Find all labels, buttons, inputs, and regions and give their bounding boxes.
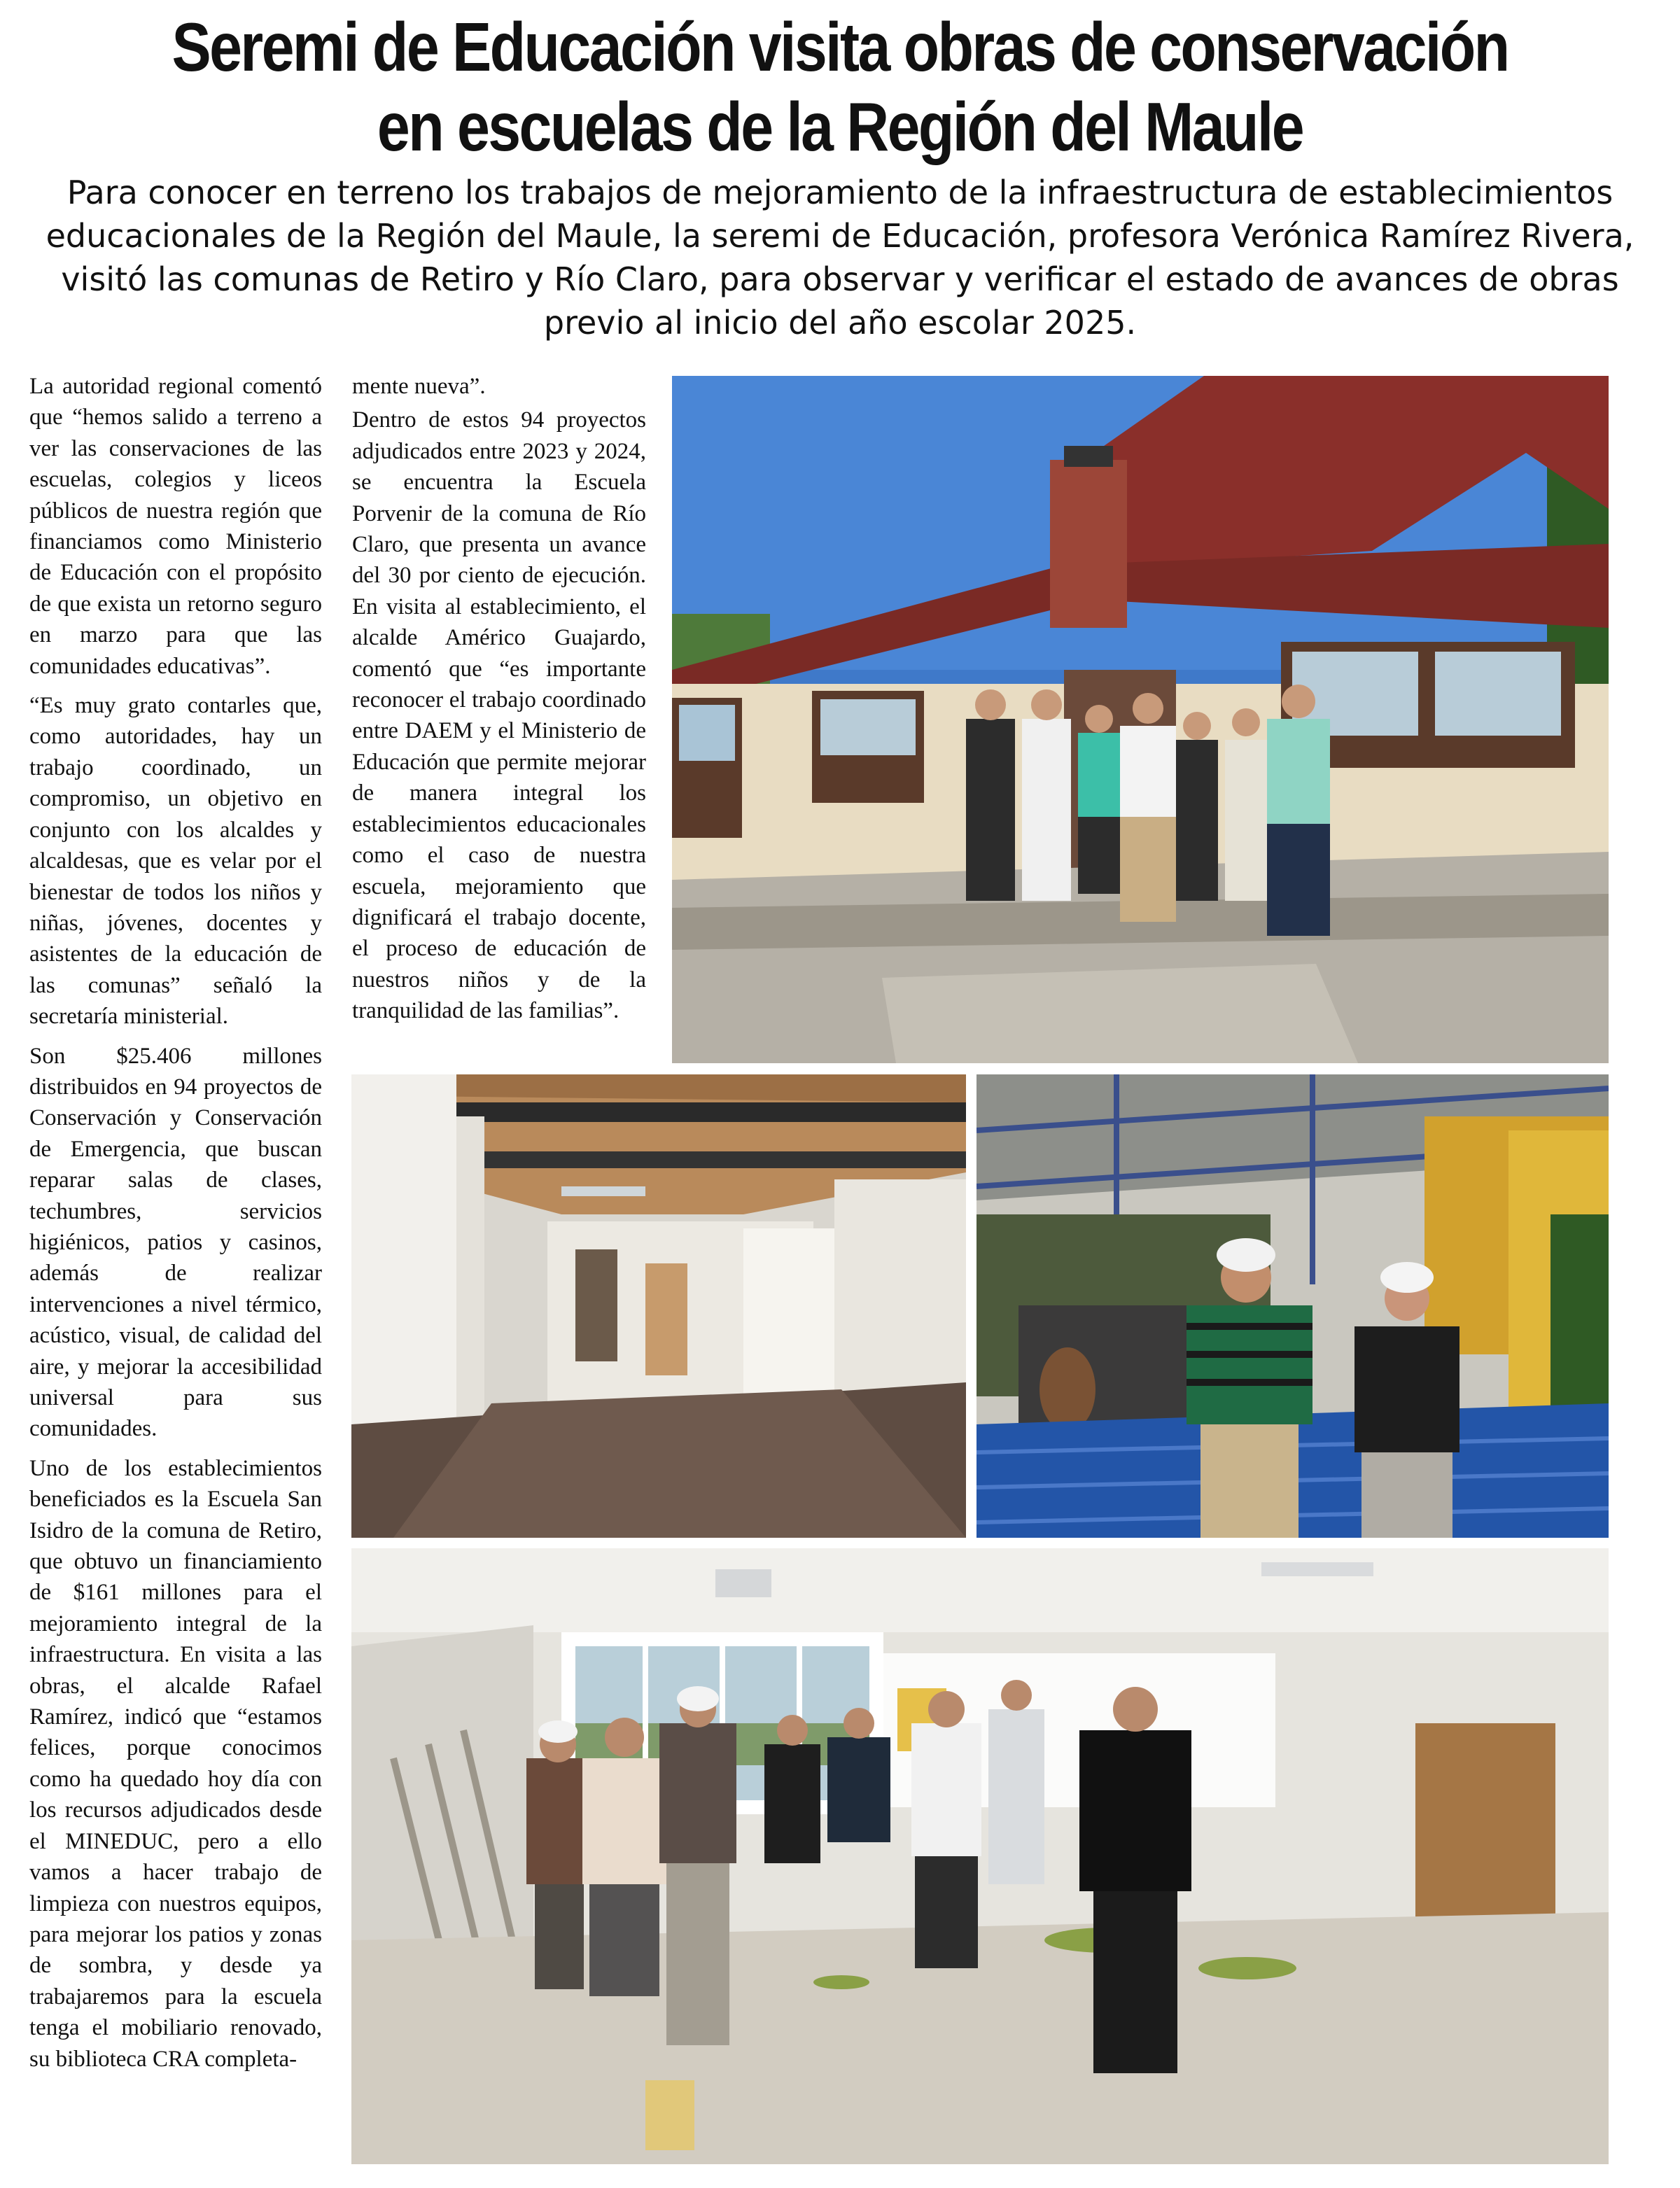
lede-line-1: Para conocer en terreno los trabajos de mejoramiento de la infraestructura de establecimientos	[66, 174, 1614, 211]
photo-school-exterior-group	[672, 376, 1609, 1063]
paragraph-funding: Son $25.406 millones distribuidos en 94 proyectos de Conservación y Conservación de Emergencia, que buscan reparar salas de clases, techumbres, servicios higiénicos, patios y casinos, además de realizar intervenciones a nivel térmico, acústico, visual, de calidad del aire, y mejorar la accesibilidad universal para sus comunidades.	[29, 1043, 322, 1442]
paragraph-coordinated-work: “Es muy grato contarles que, como autoridades, hay un trabajo coordinado, un compromiso, un objetivo en conjunto con los alcaldes y alcaldesas, que es velar por el bienestar de todos los niños y niñas, jóvenes, docentes y asistentes de la educación de las comunas” señaló la secretaría ministerial.	[29, 693, 322, 1030]
paragraph-porvenir: Dentro de estos 94 proyectos adjudicados entre 2023 y 2024, se encuentra la Escuela Porvenir de la comuna de Río Claro, que presenta un avance del 30 por ciento de ejecución. En visita al establecimiento, el alcalde Américo Guajardo, comentó que “es importante reconocer el trabajo coordinado entre DAEM y el Ministerio de Educación que permite mejorar de manera integral los establecimientos educacionales como el caso de nuestra escuela, mejoramiento que dignificará el trabajo docente, el proceso de educación de nuestros niños y de la tranquilidad de las familias”.	[352, 407, 646, 1024]
article-column-1	[29, 371, 322, 2083]
paragraph-regional-authority: La autoridad regional comentó que “hemos salido a terreno a ver las conservaciones de las escuelas, colegios y liceos públicos de nuestra región que financiamos como Ministerio de Educación con el propósito de que exista un retorno seguro en marzo para que las comunidades educativas”.	[29, 374, 322, 679]
lede-line-2: educacionales de la Región del Maule, la seremi de Educación, profesora Verónica Ramírez Rivera,	[46, 217, 1634, 255]
article-column-2	[352, 371, 646, 1035]
photo-renovated-hallway	[351, 1074, 966, 1538]
headline-line-2: en escuelas de la Región del Maule	[377, 88, 1303, 165]
lede-line-3: visitó las comunas de Retiro y Río Claro, para observar y verificar el estado de avances de obras	[61, 260, 1619, 298]
photo-covered-patio-hard-hats	[976, 1074, 1609, 1538]
photo-classroom-renovation-group	[351, 1548, 1609, 2164]
lede-line-4: previo al inicio del año escolar 2025.	[543, 304, 1137, 342]
lede	[28, 171, 1652, 344]
paragraph-san-isidro: Uno de los establecimientos beneficiados es la Escuela San Isidro de la comuna de Retiro, que obtuvo un financiamiento de $161 millones para el mejoramiento integral de la infraestructura. En visita a las obras, el alcalde Rafael Ramírez, indicó que “estamos felices, porque conocimos como ha quedado hoy día con los recursos adjudicados desde el MINEDUC, pero a ello vamos a hacer trabajo de limpieza con nuestros equipos, para mejorar los patios y zonas de sombra, y desde ya trabajaremos para la escuela tenga el mobiliario renovado, su biblioteca CRA completa-	[29, 1455, 322, 2072]
paragraph-continuation: mente nueva”.	[352, 374, 486, 399]
headline	[118, 7, 1562, 167]
headline-line-1: Seremi de Educación visita obras de conservación	[172, 8, 1508, 85]
